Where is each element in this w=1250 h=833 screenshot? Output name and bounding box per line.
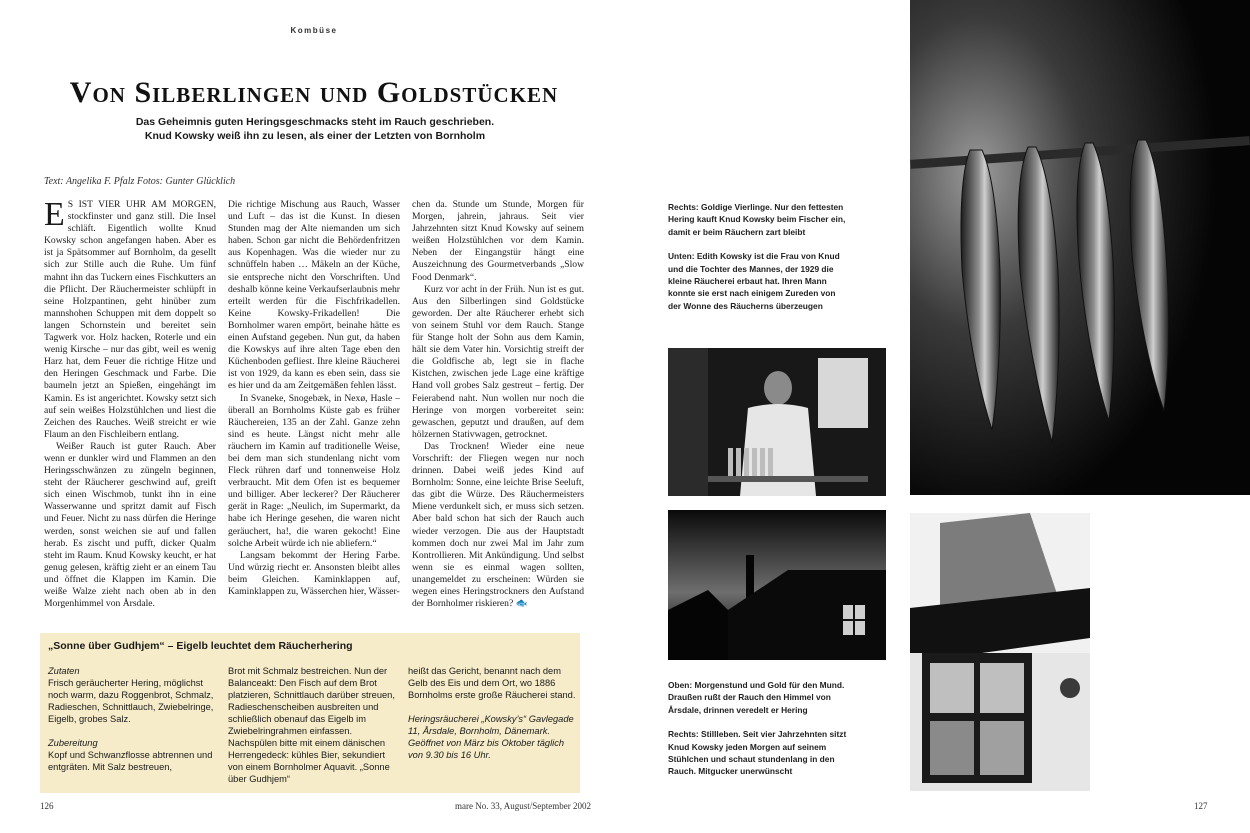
caption-block-top [668, 201, 848, 324]
chimney-photo-graphic [910, 513, 1090, 791]
author-credits: Text: Angelika F. Pfalz Fotos: Gunter Glücklich [44, 176, 236, 187]
caption-block-bottom [668, 679, 854, 790]
article-paragraph: Langsam bekommt der Hering Farbe. Und würzig riecht er. Ansonsten bleibt alles beim Gleichen. Kaminklappen auf, Kaminklappen zu, Wässerchen hier, Wässer- [228, 549, 400, 597]
article-subhead [90, 115, 540, 143]
recipe-note: heißt das Gericht, benannt nach dem Gelb des Eis und dem Ort, wo 1886 Bornholms erste große Räucherei stand. [408, 666, 576, 700]
edith-photo-graphic [668, 348, 886, 496]
caption-right-herring: Rechts: Goldige Vierlinge. Nur den fettesten Hering kauft Knud Kowsky beim Fischer ein, damit er beim Räuchern zart bleibt [668, 202, 846, 237]
preparation-text: Kopf und Schwanzflosse abtrennen und entgräten. Mit Salz bestreuen, [48, 750, 213, 772]
fish-end-mark-icon: 🐟 [515, 598, 528, 610]
article-paragraph: Weißer Rauch ist guter Rauch. Aber wenn er dunkler wird und Flammen an den Heringsschwänzen zu züngeln beginnen, steht der Räucherer geschwind auf, greift sich einen Wischmob, tunkt ihn in eine Wasserwanne und spritzt damit auf Fisch und Feuer. Nicht zu nass dürfen die Heringe werden, sonst weichen sie auf und fallen herab. Es zischt und pufft, dicker Qualm steht im Raum. Knud Kowsky keucht, er hat genug gelesen, kräftig zieht er an einem Tau und öffnet die Klappen im Kamin. Die weiße Walze zieht nach oben ab in den Morgenhimmel von Årsdale. [44, 440, 216, 610]
preparation-heading: Zubereitung [48, 738, 98, 748]
recipe-column-2: Brot mit Schmalz bestreichen. Nun der Balanceakt: Den Fisch auf dem Brot platzieren, Schnittlauch darüber streuen, Radieschenscheiben ausbreiten und schließlich obenauf das Eigelb im Zwiebelringrahmen einfassen. Nachspülen bitte mit einem dänischen Herrengedeck: kühles Bier, sekundiert von einem Bornholmer Aquavit. „Sonne über Gudhjem“ [228, 666, 395, 784]
article-headline: Von Silberlingen und Goldstücken [69, 76, 559, 109]
subhead-line-2: Knud Kowsky weiß ihn zu lesen, als einer der Letzten von Bornholm [144, 130, 486, 142]
article-column-3 [412, 199, 584, 624]
ingredients-heading: Zutaten [48, 666, 80, 676]
section-tag: Kombüse [290, 26, 338, 35]
article-paragraph [44, 199, 216, 441]
herring-photo [910, 0, 1250, 495]
issue-line: mare No. 33, August/September 2002 [455, 801, 591, 811]
herring-photo-graphic [910, 0, 1250, 495]
recipe-column-3 [408, 665, 578, 761]
recipe-column-1 [48, 665, 218, 773]
edith-photo [668, 348, 886, 496]
article-column-1 [44, 199, 216, 624]
paragraph-text: S IST VIER UHR AM MORGEN, stockfinster und ganz still. Die Insel schläft. Eigentlich wollte Knud Kowsky schon angefangen haben. Aber es ist ja Spätsommer auf Bornholm, da gesellt sich zur Stille auch die Ruhe. Um fünf mahnt ihn das Tuckern eines Fischkutters an die Pflicht. Der Räuchermeister schlüpft in seine Holzpantinen, geht hinüber zum mannshohen Schuppen mit dem doppelt so langen Schornstein und bereitet sein Tagwerk vor. Holz hacken, Roterle und ein wenig Kirsche – nur das gibt, weil es wenig Harz hat, dem Feuer die richtige Hitze und den Heringen Geschmack und Farbe. Die baumeln jetzt an Spießen, eingehängt im Kamin. Es ist angerichtet. Kowsky setzt sich auf sein weißes Holzstühlchen und liest die Zeichen des Rauches. Weiß streicht er wie Flaum an den Fischleibern entlang. [44, 199, 216, 440]
article-paragraph: In Svaneke, Snogebæk, in Nexø, Hasle – überall an Bornholms Küste gab es früher Räuchereien, 135 an der Zahl. Ganze zehn sind es heute. Längst nicht mehr alle räuchern im Kamin auf traditionelle Weise, bei dem man sich stundenlang nicht vom Fleck rühren darf und tonnenweise Holz verbraucht. Mit dem Ofen ist es bequemer und billiger. Aber leckerer? Der Räucherer gerät in Rage: „Neulich, im Supermarkt, da habe ich Heringe gesehen, die waren nicht geräuchert, ha!, die waren gekocht! Eine solche Arbeit würde ich nie abliefern.“ [228, 392, 400, 549]
caption-right-stillleben: Rechts: Stillleben. Seit vier Jahrzehnten sitzt Knud Kowsky jeden Morgen auf seinem Stühlchen und schaut stundenlang in den Rauch. Mitgucker unerwünscht [668, 729, 847, 777]
dawn-photo [668, 510, 886, 660]
caption-above-dawn: Oben: Morgenstund und Gold für den Mund. Draußen rußt der Rauch den Himmel von Årsdale, drinnen veredelt er Hering [668, 680, 845, 715]
ingredients-text: Frisch geräucherter Hering, möglichst noch warm, dazu Roggenbrot, Schmalz, Radieschen, Schnittlauch, Zwiebelringe, Eigelb, grobes Salz. [48, 678, 214, 724]
recipe-title: „Sonne über Gudhjem“ – Eigelb leuchtet dem Räucherhering [48, 640, 353, 652]
paragraph-text: Das Trocknen! Wieder eine neue Vorschrift: der Fliegen wegen nur noch drinnen. Dabei weiß jedes Kind auf Bornholm: Sonne, eine leichte Brise Seeluft, das gibt die Würze. Des Räuchermeisters Miene verdunkelt sich, er muss sich setzen. Aber bald schon hat sich der Rauch auch wieder verzogen. Die aus der Hauptstadt kommen doch nur zwei Mal im Jahr zum Kontrollieren. Mit Ankündigung. Und selbst wenn sie es einmal wagen sollten, unangemeldet zu erscheinen: Würden sie wegen eines Heringstrockners den Aufstand der Bornholmer riskieren? [412, 440, 584, 610]
drop-cap: E [44, 199, 65, 233]
caption-below-edith: Unten: Edith Kowsky ist die Frau von Knud und die Tochter des Mannes, der 1929 die kleine Räucherei erbaut hat. Ihren Mann konnte sie erst nach einigem Zureden von der Wonne des Räucherns überzeugen [668, 251, 840, 311]
subhead-line-1: Das Geheimnis guten Heringsgeschmacks steht im Rauch geschrieben. [135, 116, 495, 128]
article-paragraph: Die richtige Mischung aus Rauch, Wasser und Luft – das ist die Kunst. In diesen Stunden mag der Alte niemanden um sich haben. Schon gar nicht die Behördenfritzen aus Kopenhagen. Was die wieder nur zu schnüffeln haben … Mäkeln an der Küche, sie entspreche nicht den Vorschriften. Und deshalb könne keine Verkaufserlaubnis mehr erteilt werden für die Fischfrikadellen. Keine Kowsky-Frikadellen! Die Bornholmer waren empört, beinahe hätte es einen Aufstand gegeben. Nun gut, da haben die Kowskys auf ihre alten Tage eben den Küchenboden gefliest. Ihre kleine Räucherei ist von 1929, da kann es eben sein, dass sie es hier und da am Zeitgemäßen fehlen lässt. [228, 199, 400, 392]
chimney-photo [910, 513, 1090, 791]
page-number-left: 126 [40, 801, 54, 811]
recipe-box [40, 633, 580, 793]
article-paragraph: Kurz vor acht in der Früh. Nun ist es gut. Aus den Silberlingen sind Goldstücke geworden. Der alte Räucherer erhebt sich von seinem Stuhl vor dem Rauch. Stange für Stange holt der Sohn aus dem Kamin, hält sie dem Vater hin. Vorsichtig streift der die Goldfische ab, legt sie in flache Kistchen, zwischen jede Lage eine kräftige Hand voll grobes Salz gestreut – fertig. Der Feierabend naht. Nun wollen nur noch die Heringe von morgen vorbereitet sein: gewaschen, geputzt und draußen, auf dem hölzernen Stativwagen, getrocknet. [412, 283, 584, 440]
article-paragraph: chen da. Stunde um Stunde, Morgen für Morgen, jahrein, jahraus. Seit vier Jahrzehnten sitzt Knud Kowsky auf seinem weißen Holzstühlchen vor dem Kamin. Neben der Eingangstür hängt eine Auszeichnung des Gourmetverbands „Slow Food Denmark“. [412, 199, 584, 283]
page-number-right: 127 [1194, 801, 1208, 811]
dawn-photo-graphic [668, 510, 886, 660]
article-column-2 [228, 199, 400, 624]
smokehouse-address: Heringsräucherei „Kowsky’s“ Gavlegade 11, Årsdale, Bornholm, Dänemark. Geöffnet von März bis Oktober täglich von 9.30 bis 16 Uhr. [408, 714, 574, 760]
article-paragraph [412, 441, 584, 610]
